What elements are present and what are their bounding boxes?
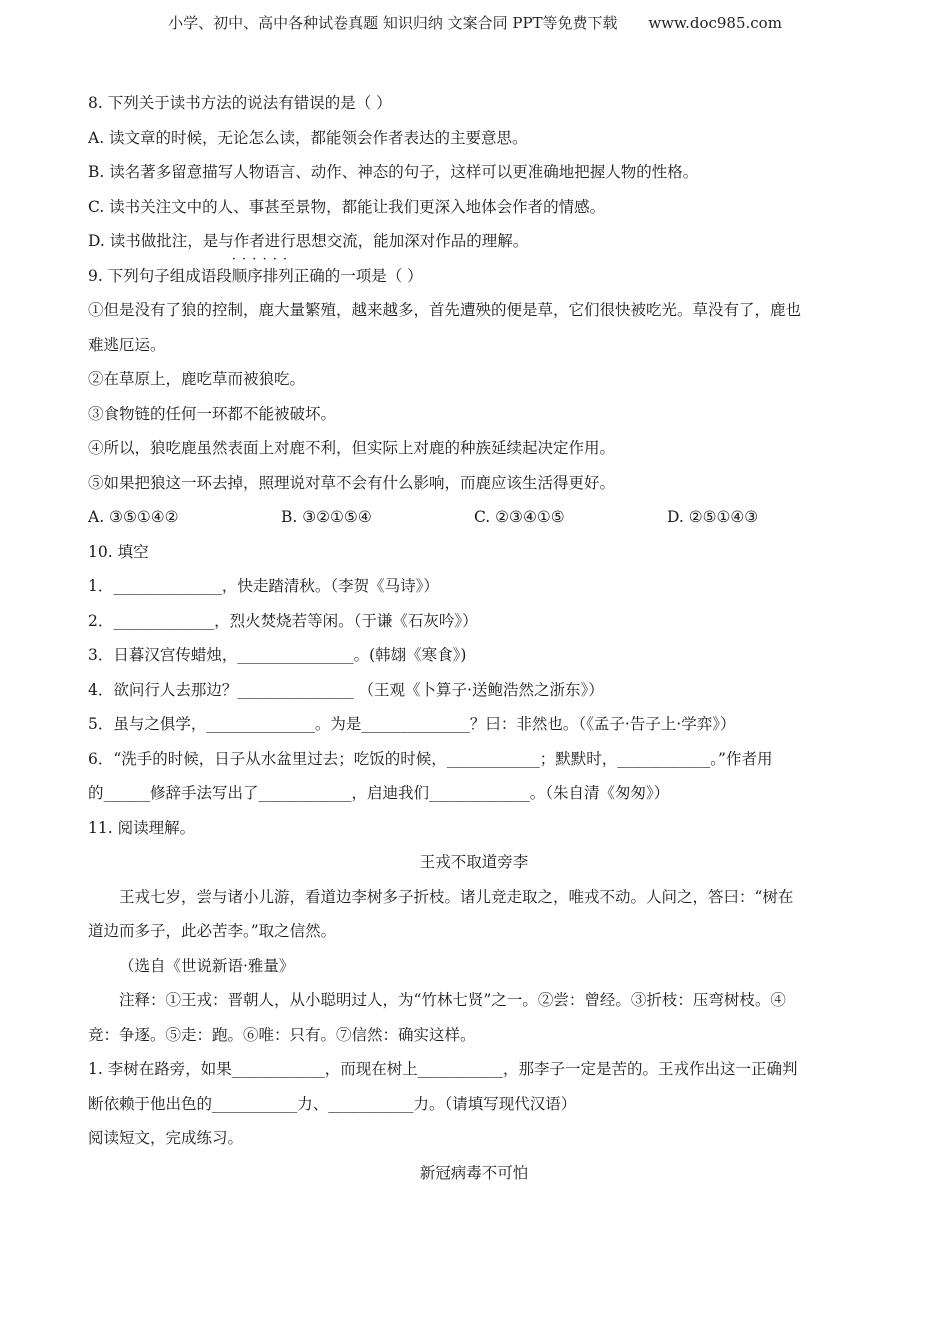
header-text: 小学、初中、高中各种试卷真题 知识归纳 文案合同 PPT等免费下载 [168,14,618,32]
q9-sentence: ②在草原上，鹿吃草而被狼吃。 [88,370,306,388]
q9-sentence: ①但是没有了狼的控制，鹿大量繁殖，越来越多，首先遭殃的便是草，它们很快被吃光。草没有了，鹿也 [88,301,802,319]
q9-stem-emphasis: · · · 顺序排列正确 [232,267,325,285]
passage-line: 道边而多子，此必苦李。”取之信然。 [88,922,337,940]
page-header [0,12,950,33]
header-site: www.doc985.com [648,14,782,32]
q10-item: 的______修辞手法写出了____________，启迪我们_____________。（朱自清《匆匆》） [88,784,670,802]
passage-source: （选自《世说新语·雅量》 [119,956,295,975]
notes-line: 注释：①王戎：晋朝人，从小聪明过人，为“竹林七贤”之一。②尝：曾经。③折枝：压弯树枝。④ [119,991,786,1009]
q8-option-b: B. 读名著多留意描写人物语言、动作、神态的句子，这样可以更准确地把握人物的性格。 [88,163,699,181]
q8-stem: 8. 下列关于读书方法的说法有错误的是（ ） [88,94,392,112]
q10-title: 10. 填空 [88,542,149,561]
q11-question: 1. 李树在路旁，如果____________，而现在树上___________，那李子一定是苦的。王戎作出这一正确判 [88,1060,798,1078]
q9-options [88,500,860,535]
q9-sentence: 难逃厄运。 [88,335,166,354]
q8-option-a: A. 读文章的时候，无论怎么读，都能领会作者表达的主要意思。 [88,128,528,147]
next-title: 新冠病毒不可怕 [419,1163,529,1182]
q8-option-c: C. 读书关注文中的人、事甚至景物，都能让我们更深入地体会作者的情感。 [88,197,606,216]
next-intro: 阅读短文，完成练习。 [88,1129,244,1147]
q9-sentence: ③食物链的任何一环都不能被破坏。 [88,404,337,423]
q10-item: 2．_____________，烈火焚烧若等闲。（于谦《石灰吟》） [88,611,478,630]
q11-title: 11. 阅读理解。 [88,818,196,837]
q10-item: 1．______________，快走踏清秋。（李贺《马诗》） [88,577,439,595]
q9-stem [88,259,860,294]
q10-item: 4．欲问行人去那边？_______________ （王观《卜算子·送鲍浩然之浙东》） [88,680,604,699]
notes-line: 竞：争逐。⑤走：跑。⑥唯：只有。⑦信然：确实这样。 [88,1025,476,1044]
q9-option-a: A. ③⑤①④② [88,508,179,526]
q9-option-b: B. ③②①⑤④ [281,508,372,526]
q9-stem-pre: 9. 下列句子组成语段 [88,266,232,285]
q9-sentence: ④所以，狼吃鹿虽然表面上对鹿不利，但实际上对鹿的种族延续起决定作用。 [88,439,616,457]
q8-option-d: D. 读书做批注，是与作者进行思想交流，能加深对作品的理解。 [88,232,529,250]
q11-question: 断依赖于他出色的___________力、___________力。（请填写现代汉语） [88,1094,577,1113]
q9-option-d: D. ②⑤①④③ [667,508,759,526]
q9-option-c: C. ②③④①⑤ [474,508,565,526]
passage-line: 王戎七岁，尝与诸小儿游，看道边李树多子折枝。诸儿竞走取之，唯戎不动。人问之，答曰：“树在 [119,887,794,906]
q10-item: 6．“洗手的时候，日子从水盆里过去；吃饭的时候，____________；默默时，____________。”作者用 [88,749,773,768]
q10-item: 3．日暮汉宫传蜡烛，_______________。(韩翃《寒食》) [88,646,467,664]
q10-item: 5．虽与之俱学，______________。为是______________？曰：非然也。（《孟子·告子上·学弈》） [88,715,736,733]
document-body [88,86,860,1190]
q9-stem-post: 的一项是（ ） [324,266,423,285]
q9-sentence: ⑤如果把狼这一环去掉，照理说对草不会有什么影响，而鹿应该生活得更好。 [88,473,616,492]
passage-title: 王戎不取道旁李 [419,853,529,871]
